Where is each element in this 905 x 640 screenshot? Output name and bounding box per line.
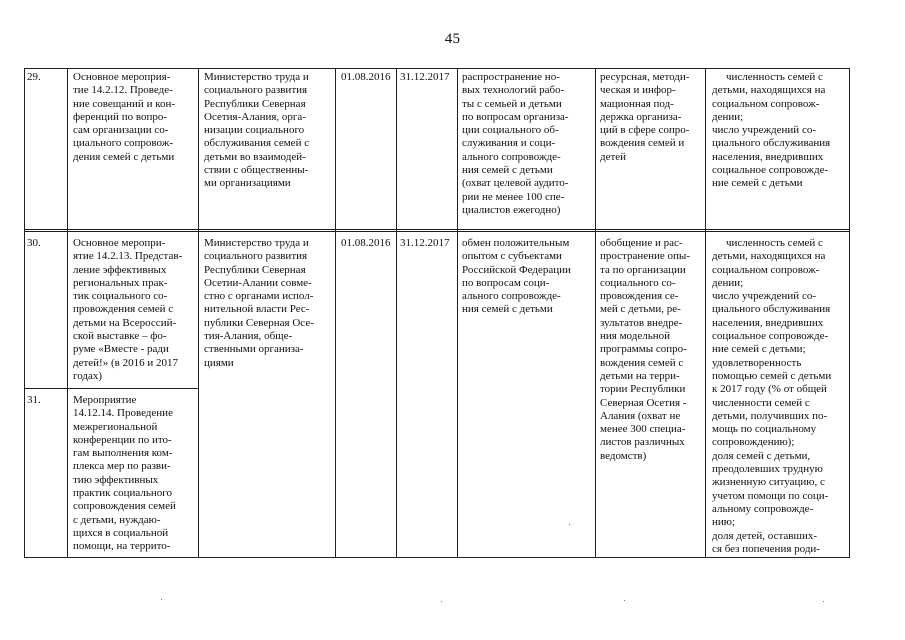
scan-speck	[823, 601, 824, 602]
scan-speck	[161, 599, 162, 600]
scan-speck	[441, 601, 442, 602]
column-divider-result	[595, 68, 596, 558]
row-29-indicators: численность семей с детьми, находящихся на социальном сопровож- дении; число учреждений со- циального обслуживания населения, внедривших социальное сопровожде- ние семей с детьми	[712, 71, 831, 190]
row-29-result: распространение но- вых технологий рабо- ты с семьей и детьми по вопросам организа- ции социального об- служивания и соци- ального сопровожде- ния семей с детьми (охват целевой аудито- рии не менее 100 спе- циалистов ежегодно)	[462, 71, 569, 216]
column-divider-executor	[335, 68, 336, 558]
row-30-executor: Министерство труда и социального развития Республики Северная Осетии-Алании совме- стно с органами испол- нительной власти Рес- публики Северная Осе- тия-Алания, обще- ственными организа- циями	[204, 237, 314, 369]
document-table	[24, 68, 850, 558]
scan-speck	[569, 524, 570, 525]
row-divider-29-30	[24, 229, 850, 230]
column-divider-start	[396, 68, 397, 558]
scan-speck	[624, 600, 625, 601]
row-divider-30-31	[24, 388, 198, 389]
row-29-end-date: 31.12.2017	[400, 71, 450, 83]
row-30-end-date: 31.12.2017	[400, 237, 450, 249]
column-divider-measure	[198, 68, 199, 558]
row-31-measure: Мероприятие 14.12.14. Проведение межрегиональной конференции по ито- гам выполнения ком- плекса мер по разви- тию эффективных практик социального сопровождения семей с детьми, нуждаю- щихся в социальной помощи, на террито-	[73, 394, 176, 553]
row-30-measure: Основное меропри- ятие 14.2.13. Представ- ление эффективных региональных прак- тик социального со- провождения семей с детьми на Всероссий- ской выставке – фо- руме «Вместе - ради детей!» (в 2016 и 2017 годах)	[73, 237, 183, 382]
table-bottom-border	[24, 557, 850, 558]
row-30-start-date: 01.08.2016	[341, 237, 391, 249]
table-top-border	[24, 68, 850, 69]
row-29-executor: Министерство труда и социального развития Республики Северная Осетия-Алания, орга- низации социального обслуживания семей с детьми во взаимодей- ствии с общественны- ми организациями	[204, 71, 310, 190]
column-divider-number	[67, 68, 68, 558]
table-right-border	[849, 68, 850, 558]
row-31-number: 31.	[27, 394, 41, 406]
row-divider-29-30-double	[24, 231, 850, 232]
table-left-border	[24, 68, 25, 558]
column-divider-effect	[705, 68, 706, 558]
page-number: 45	[444, 31, 461, 47]
row-29-number: 29.	[27, 71, 41, 83]
row-29-effect: ресурсная, методи- ческая и инфор- мационная под- держка организа- ций в сфере сопро- вождения семей и детей	[600, 71, 690, 163]
row-29-start-date: 01.08.2016	[341, 71, 391, 83]
row-30-effect: обобщение и рас- пространение опы- та по организации социального со- провождения се- мей с детьми, ре- зультатов внедре- ния модельной программы сопро- вождения семей с детьми на терри- тории Республики Северная Осетия - Алания (охват не менее 300 специа- листов различных ведомств)	[600, 237, 690, 462]
row-30-indicators: численность семей с детьми, находящихся на социальном сопровож- дении; число учреждений со- циального обслуживания населения, внедривших социальное сопровожде- ние семей с детьми; удовлетворенность помощью семей с детьми к 2017 году (% от общей численности семей с детьми, получивших по- мощь по социальному сопровождению); доля семей с детьми, преодолевших трудную жизненную ситуацию, с учетом помощи по соци- альному сопровожде- нию; доля детей, оставших- ся без попечения роди-	[712, 237, 832, 555]
row-30-result: обмен положительным опытом с субъектами Российской Федерации по вопросам соци- ального сопровожде- ния семей с детьми	[462, 237, 571, 316]
row-30-number: 30.	[27, 237, 41, 249]
column-divider-end	[457, 68, 458, 558]
row-29-measure: Основное мероприя- тие 14.2.12. Проведе- ние совещаний и кон- ференций по вопро- сам организации со- циального сопровож- дения семей с детьми	[73, 71, 176, 163]
